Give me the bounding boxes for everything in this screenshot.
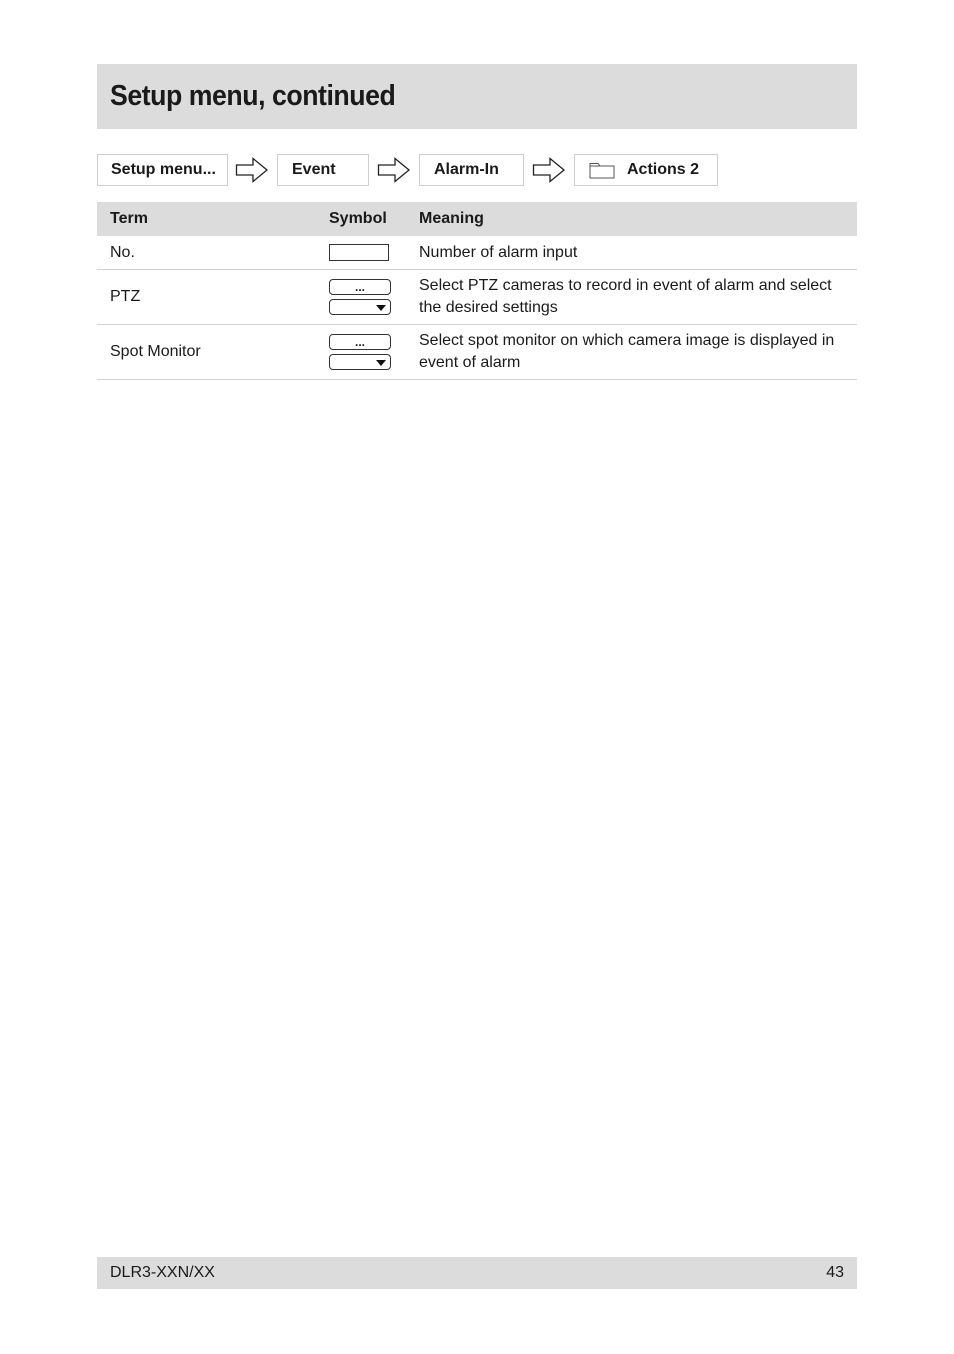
folder-icon xyxy=(589,161,615,179)
breadcrumb-item-setup-menu[interactable] xyxy=(97,154,228,186)
breadcrumb-item-label: Actions 2 xyxy=(627,161,700,178)
ellipsis-button-icon: ... xyxy=(329,279,391,295)
table-row xyxy=(97,236,857,270)
dropdown-icon xyxy=(329,299,391,315)
header-meaning: Meaning xyxy=(419,210,484,227)
breadcrumb-item-label: Alarm-In xyxy=(434,161,499,178)
table-row xyxy=(97,325,857,380)
row-term: No. xyxy=(110,243,135,261)
breadcrumb-item-event[interactable] xyxy=(277,154,369,186)
breadcrumb-item-label: Setup menu... xyxy=(111,161,216,178)
terms-table xyxy=(97,202,857,380)
ellipsis-button-icon: ... xyxy=(329,334,391,350)
row-meaning: Select PTZ cameras to record in event of alarm and select the desired settings xyxy=(419,277,832,316)
row-term: Spot Monitor xyxy=(110,343,201,360)
page-footer xyxy=(97,1257,857,1289)
row-term: PTZ xyxy=(110,288,141,305)
row-meaning: Number of alarm input xyxy=(419,243,578,261)
table-row xyxy=(97,270,857,325)
button-and-dropdown-icon xyxy=(329,325,391,379)
breadcrumb-item-alarm-in[interactable] xyxy=(419,154,524,186)
page-number: 43 xyxy=(826,1264,844,1281)
right-arrow-icon xyxy=(532,156,566,184)
right-arrow-icon xyxy=(377,156,411,184)
header-term: Term xyxy=(110,210,148,227)
page-title: Setup menu, continued xyxy=(110,80,396,112)
button-and-dropdown-icon xyxy=(329,270,391,324)
breadcrumb-item-label: Event xyxy=(292,161,336,178)
text-field-icon xyxy=(329,236,389,269)
breadcrumb-item-actions-2[interactable] xyxy=(574,154,718,186)
header-symbol: Symbol xyxy=(329,210,387,227)
right-arrow-icon xyxy=(235,156,269,184)
dropdown-icon xyxy=(329,354,391,370)
table-header xyxy=(97,202,857,236)
footer-model: DLR3-XXN/XX xyxy=(110,1264,215,1281)
row-meaning: Select spot monitor on which camera image is displayed in event of alarm xyxy=(419,332,835,371)
title-bar xyxy=(97,64,857,129)
